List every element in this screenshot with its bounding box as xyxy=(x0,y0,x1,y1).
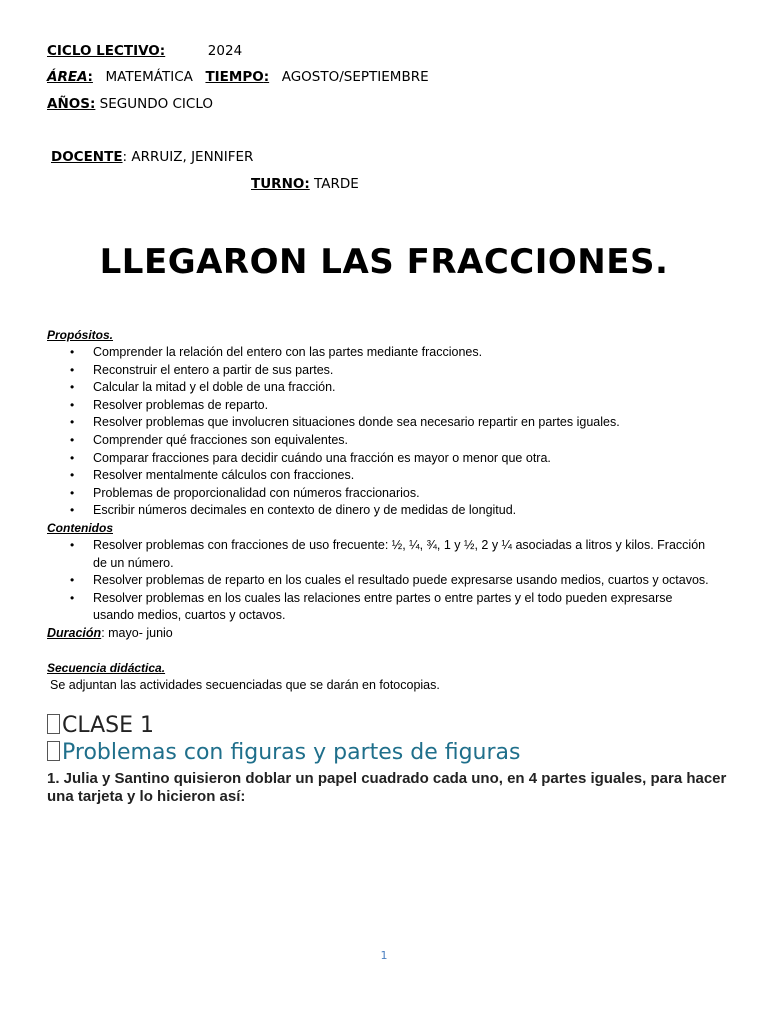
turno-value: TARDE xyxy=(314,176,359,192)
clase-heading xyxy=(47,713,154,738)
subtitle-heading xyxy=(47,740,521,765)
list-item-text: Resolver problemas en los cuales las relaciones entre partes o entre partes y el todo pueden expresarse usando medios, cuartos y octavos. xyxy=(93,590,673,623)
page-number: 1 xyxy=(380,949,388,962)
checkbox-glyph-icon xyxy=(47,741,60,761)
list-item-text: Comprender qué fracciones son equivalentes. xyxy=(93,432,349,447)
list-item xyxy=(47,450,713,468)
list-item-text: Resolver problemas con fracciones de uso frecuente: ½, ¼, ¾, 1 y ½, 2 y ¼ asociadas a litros y kilos. Fracción de un número. xyxy=(93,537,706,570)
area-line: ÁREA: MATEMÁTICA TIEMPO: AGOSTO/SEPTIEMBRE xyxy=(47,69,429,85)
tiempo-value: AGOSTO/SEPTIEMBRE xyxy=(281,69,429,85)
list-item-text: Comparar fracciones para decidir cuándo una fracción es mayor o menor que otra. xyxy=(93,450,551,465)
anos-line: AÑOS: SEGUNDO CICLO xyxy=(47,96,214,112)
propositos-list xyxy=(47,344,713,520)
list-item-text: Escribir números decimales en contexto de dinero y de medidas de longitud. xyxy=(93,503,517,518)
list-item xyxy=(47,467,713,485)
list-item-text: Problemas de proporcionalidad con números fraccionarios. xyxy=(93,485,420,500)
problem-text: 1. Julia y Santino quisieron doblar un papel cuadrado cada uno, en 4 partes iguales, para hacer una tarjeta y lo hicieron así: xyxy=(47,770,727,805)
bullet-icon: • xyxy=(70,380,75,395)
list-item-text: Resolver mentalmente cálculos con fracciones. xyxy=(93,468,355,483)
ciclo-line: CICLO LECTIVO: 2024 xyxy=(47,43,243,59)
contenidos-list xyxy=(47,537,713,625)
secuencia-text: Se adjuntan las actividades secuenciadas que se darán en fotocopias. xyxy=(50,677,440,692)
propositos-heading: Propósitos. xyxy=(47,328,114,342)
area-label: ÁREA xyxy=(47,69,88,85)
bullet-icon: • xyxy=(70,503,75,518)
anos-label: AÑOS xyxy=(47,96,90,112)
page-title: LLEGARON LAS FRACCIONES. xyxy=(99,242,669,282)
ciclo-label: CICLO LECTIVO xyxy=(47,43,160,59)
list-item xyxy=(47,414,713,432)
bullet-icon: • xyxy=(70,537,75,552)
area-value: MATEMÁTICA xyxy=(105,69,193,85)
clase-label: CLASE 1 xyxy=(62,713,155,738)
list-item xyxy=(47,502,713,520)
bullet-icon: • xyxy=(70,450,75,465)
list-item xyxy=(47,379,713,397)
list-item xyxy=(47,397,713,415)
docente-line xyxy=(51,149,253,165)
secuencia-heading: Secuencia didáctica. xyxy=(47,660,166,675)
list-item-text: Resolver problemas de reparto en los cuales el resultado puede expresarse usando medios, cuartos y octavos. xyxy=(93,573,709,588)
bullet-icon: • xyxy=(70,415,75,430)
list-item xyxy=(47,485,713,503)
tiempo-label: TIEMPO xyxy=(205,69,264,85)
list-item-text: Resolver problemas que involucren situaciones donde sea necesario repartir en partes iguales. xyxy=(93,415,620,430)
list-item-text: Comprender la relación del entero con las partes mediante fracciones. xyxy=(93,345,483,359)
bullet-icon: • xyxy=(70,573,75,588)
turno-label: TURNO: xyxy=(251,176,310,192)
list-item xyxy=(47,432,713,450)
duracion-value: : mayo- junio xyxy=(101,625,173,640)
docente-value: : ARRUIZ, JENNIFER xyxy=(122,149,254,165)
propositos-section xyxy=(47,327,713,694)
subtitle-label: Problemas con figuras y partes de figuras xyxy=(62,740,521,765)
contenidos-heading: Contenidos xyxy=(47,520,113,535)
list-item xyxy=(47,590,713,625)
bullet-icon: • xyxy=(70,468,75,483)
duracion-line xyxy=(47,625,713,642)
list-item xyxy=(47,572,713,590)
anos-value: SEGUNDO CICLO xyxy=(99,96,214,112)
list-item xyxy=(47,344,713,362)
list-item xyxy=(47,362,713,380)
duracion-label: Duración xyxy=(47,625,102,640)
list-item-text: Resolver problemas de reparto. xyxy=(93,397,269,412)
bullet-icon: • xyxy=(70,590,75,605)
docente-label: DOCENTE xyxy=(51,149,123,165)
list-item xyxy=(47,537,713,572)
bullet-icon: • xyxy=(70,362,75,377)
ciclo-value: 2024 xyxy=(207,43,243,59)
turno-line xyxy=(251,176,359,192)
list-item-text: Calcular la mitad y el doble de una fracción. xyxy=(93,380,336,395)
bullet-icon: • xyxy=(70,345,75,359)
checkbox-glyph-icon xyxy=(47,714,60,734)
bullet-icon: • xyxy=(70,432,75,447)
bullet-icon: • xyxy=(70,485,75,500)
list-item-text: Reconstruir el entero a partir de sus partes. xyxy=(93,362,334,377)
bullet-icon: • xyxy=(70,397,75,412)
